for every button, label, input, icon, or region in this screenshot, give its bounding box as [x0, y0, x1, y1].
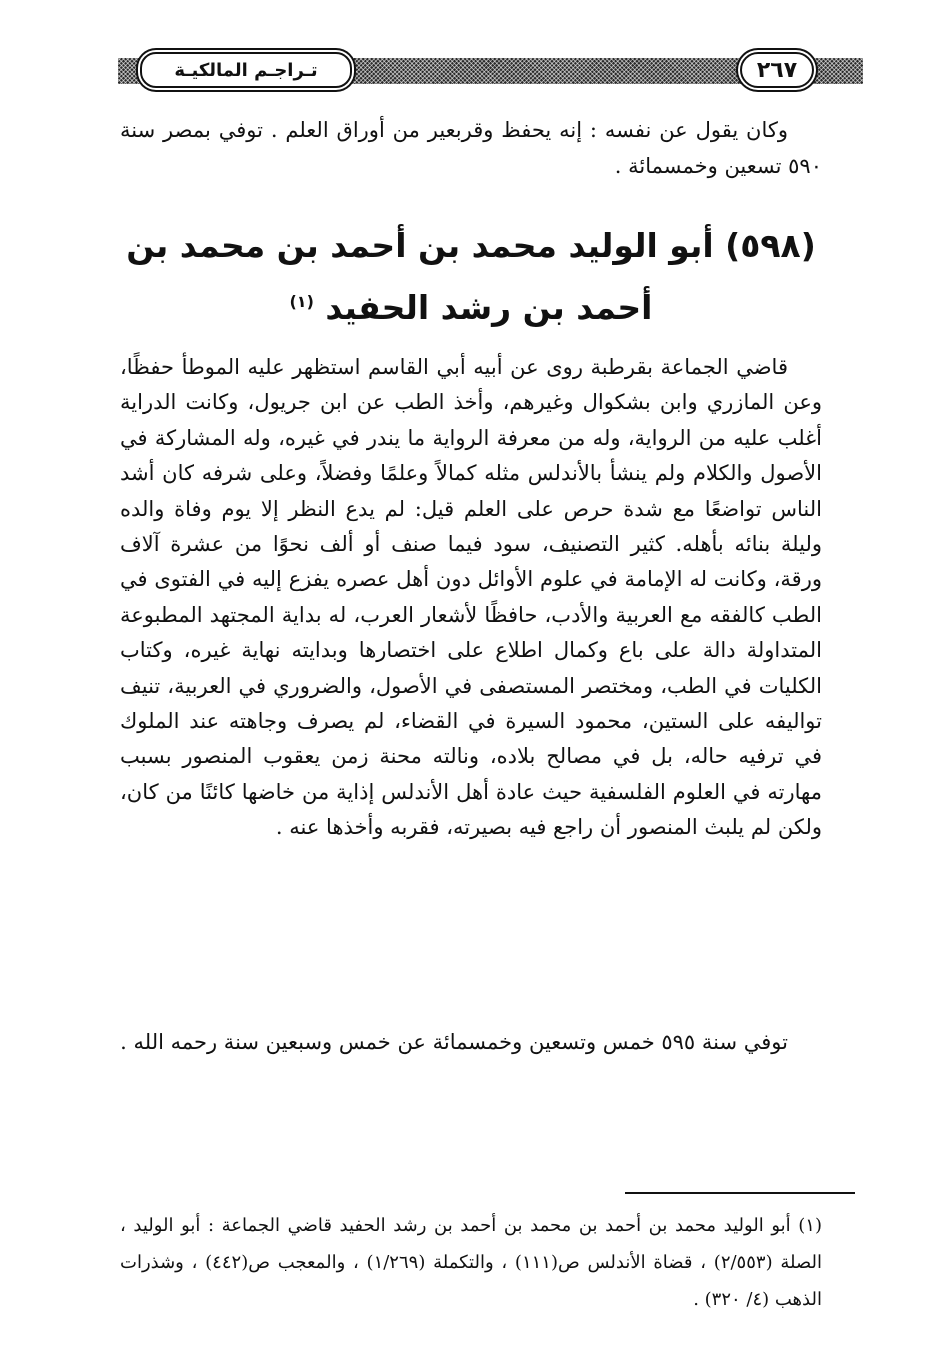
entry-title [120, 218, 822, 336]
death-text: توفي سنة ٥٩٥ خمس وتسعين وخمسمائة عن خمس وسبعين سنة رحمه الله . [120, 1030, 788, 1054]
intro-text: وكان يقول عن نفسه : إنه يحفظ وقربعير من أوراق العلم . توفي بمصر سنة ٥٩٠ تسعين وخمسمائة . [120, 118, 822, 178]
running-title-text: تـراجـم المالكيـة [174, 59, 318, 81]
entry-name: أبو الوليد محمد بن أحمد بن محمد بن أحمد بن رشد الحفيد [126, 226, 714, 327]
footnote [120, 1207, 822, 1318]
page-number [740, 52, 814, 88]
page-number-text: ٢٦٧ [756, 57, 798, 83]
biography-text: قاضي الجماعة بقرطبة روى عن أبيه أبي القاسم استظهر عليه الموطأ حفظًا، وعن المازري وابن بشكوال وغيرهم، وأخذ الطب عن ابن جريول، وكانت الدراية أغلب عليه من الرواية، وله من معرفة الرواية ما يندر في غيره، وله المشاركة في الأصول والكلام ولم ينشأ بالأندلس مثله كمالاً وعلمًا وفضلاً، وعلى شرفه كان أشد الناس تواضعًا مع شدة حرص على العلم قيل: لم يدع النظر إلا يوم وفاة والده وليلة بنائه بأهله. كثير التصنيف، سود فيما صنف أو ألف نحوًا من عشرة آلاف ورقة، وكانت له الإمامة في علوم الأوائل دون أهل عصره يفزع إليه في الفتوى في الطب كالفقه مع العربية والأدب، حافظًا لأشعار العرب، له بداية المجتهد المطبوعة المتداولة دالة على باع وكمال اطلاع على اختصارها وبدايته نهاية غيره، وكتاب الكليات في الطب، ومختصر المستصفى في الأصول، والضروري في العربية، تنيف تواليفه على الستين، محمود السيرة في القضاء، لم يصرف وجاهته عند الملوك في ترفيه حاله، بل في مصالح بلاده، ونالته محنة زمن يعقوب المنصور بسبب مهارته في العلوم الفلسفية حيث عادة أهل الأندلس إذاية من خاضها كائنًا من كان، ولكن لم يلبث المنصور أن راجع فيه بصيرته، فقربه وأخذها عنه . [120, 355, 823, 840]
running-title [140, 52, 352, 88]
entry-number: (٥٩٨) [725, 226, 816, 265]
biography-paragraph [120, 350, 822, 846]
footnote-reference: (١) [289, 292, 314, 311]
intro-paragraph [120, 112, 822, 184]
footnote-text: أبو الوليد محمد بن أحمد بن محمد بن أحمد بن رشد الحفيد قاضي الجماعة : أبو الوليد ، الصلة (٢/٥٥٣) ، قضاة الأندلس ص(١١١) ، والتكملة (١/٢٦٩) ، والمعجب ص(٤٤٢) ، وشذرات الذهب (٤/ ٣٢٠) . [120, 1215, 823, 1310]
footnote-separator [625, 1192, 855, 1194]
death-paragraph [120, 1023, 822, 1061]
footnote-marker: (١) [798, 1215, 822, 1236]
